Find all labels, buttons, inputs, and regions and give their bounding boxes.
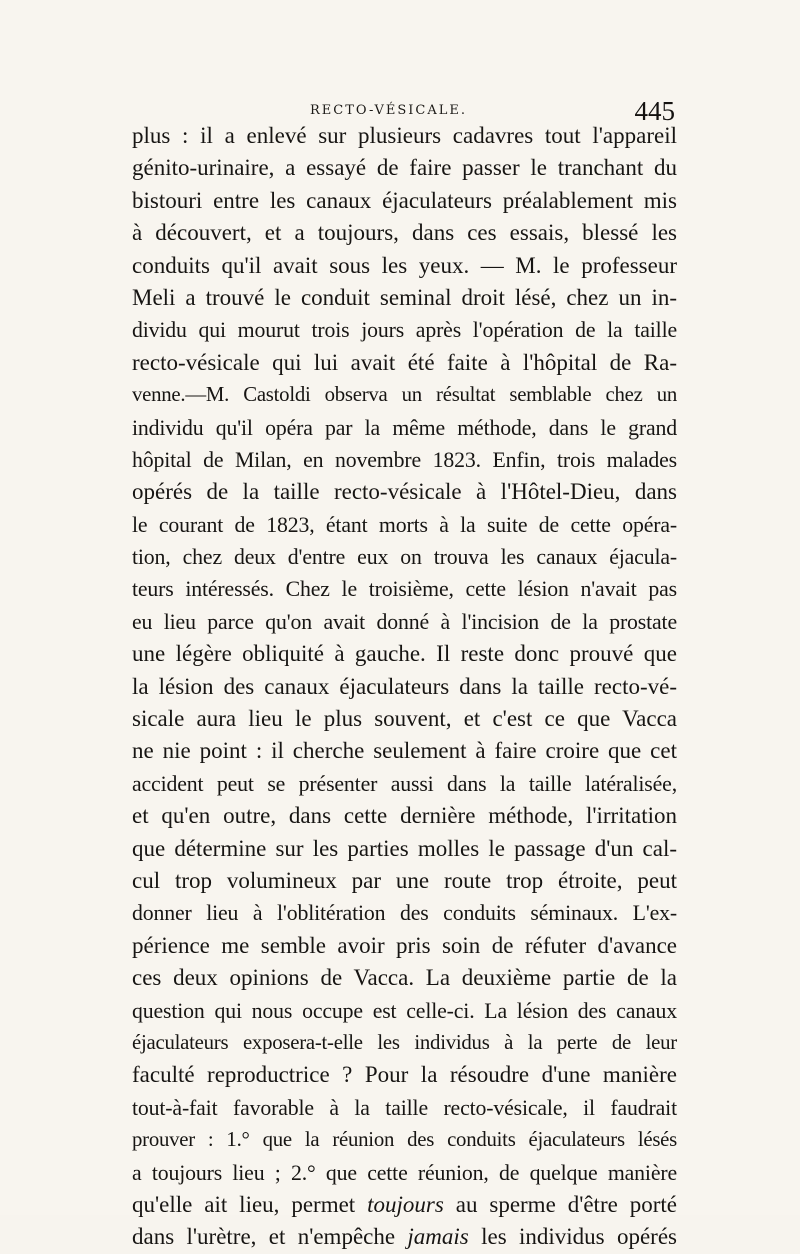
text-segment: qu'elle ait lieu, permet xyxy=(132,1191,368,1217)
text-line: une légère obliquité à gauche. Il reste donc prouvé que xyxy=(132,641,677,667)
italic-word: toujours xyxy=(367,1191,444,1217)
text-line: sicale aura lieu le plus souvent, et c'est ce que Vacca xyxy=(132,706,677,732)
text-line: venne.—M. Castoldi observa un résultat semblable chez un xyxy=(132,383,677,407)
text-line: tout-à-fait favorable à la taille recto-vésicale, il faudrait xyxy=(132,1095,677,1120)
text-line: prouver : 1.° que la réunion des conduits éjaculateurs lésés xyxy=(132,1128,677,1152)
text-line: faculté reproductrice ? Pour la résoudre d'une manière xyxy=(132,1062,677,1088)
text-line: et qu'en outre, dans cette dernière méthode, l'irritation xyxy=(132,803,677,829)
text-line: donner lieu à l'oblitération des conduits séminaux. L'ex- xyxy=(132,901,677,926)
text-line-with-italic xyxy=(132,1221,677,1253)
text-line: eu lieu parce qu'on avait donné à l'incision de la prostate xyxy=(132,609,677,634)
italic-word: jamais xyxy=(407,1224,469,1250)
text-line: cul trop volumineux par une route trop étroite, peut xyxy=(132,867,677,893)
body-text xyxy=(132,120,677,1254)
text-line-with-italic xyxy=(132,1189,677,1221)
text-line: Meli a trouvé le conduit seminal droit lésé, chez un in- xyxy=(132,284,677,310)
text-line: conduits qu'il avait sous les yeux. — M. le professeur xyxy=(132,252,677,278)
text-line: recto-vésicale qui lui avait été faite à l'hôpital de Ra- xyxy=(132,349,677,375)
page-number: 445 xyxy=(634,96,675,126)
text-line: question qui nous occupe est celle-ci. La lésion des canaux xyxy=(132,998,677,1023)
text-line: génito-urinaire, a essayé de faire passer le tranchant du xyxy=(132,155,677,181)
text-line: ces deux opinions de Vacca. La deuxième partie de la xyxy=(132,965,677,991)
text-line: teurs intéressés. Chez le troisième, cette lésion n'avait pas xyxy=(132,577,677,602)
text-line: a toujours lieu ; 2.° que cette réunion, de quelque manière xyxy=(132,1160,677,1185)
text-line: accident peut se présenter aussi dans la taille latéralisée, xyxy=(132,771,677,796)
text-line: périence me semble avoir pris soin de réfuter d'avance xyxy=(132,932,677,958)
text-line: à découvert, et a toujours, dans ces essais, blessé les xyxy=(132,220,677,246)
text-line: plus : il a enlevé sur plusieurs cadavres tout l'appareil xyxy=(132,123,677,148)
text-line: la lésion des canaux éjaculateurs dans la taille recto-vé- xyxy=(132,673,677,699)
text-segment: au sperme d'être porté xyxy=(443,1191,677,1217)
text-line: bistouri entre les canaux éjaculateurs préalablement mis xyxy=(132,187,677,213)
text-line: ne nie point : il cherche seulement à faire croire que cet xyxy=(132,738,677,764)
running-head: RECTO-VÉSICALE. xyxy=(310,103,467,118)
text-line: que détermine sur les parties molles le passage d'un cal- xyxy=(132,835,677,861)
text-line: individu qu'il opéra par la même méthode, dans le grand xyxy=(132,415,677,440)
text-line: tion, chez deux d'entre eux on trouva les canaux éjacula- xyxy=(132,545,677,570)
text-line: éjaculateurs exposera-t-elle les individus à la perte de leur xyxy=(132,1030,677,1054)
text-line: hôpital de Milan, en novembre 1823. Enfin, trois malades xyxy=(132,447,677,472)
text-segment: les individus opérés xyxy=(468,1224,677,1250)
text-segment: dans l'urètre, et n'empêche xyxy=(132,1224,408,1250)
text-line: opérés de la taille recto-vésicale à l'Hôtel-Dieu, dans xyxy=(132,479,677,505)
text-line: le courant de 1823, étant morts à la suite de cette opéra- xyxy=(132,512,677,537)
text-line: dividu qui mourut trois jours après l'opération de la taille xyxy=(132,318,677,343)
